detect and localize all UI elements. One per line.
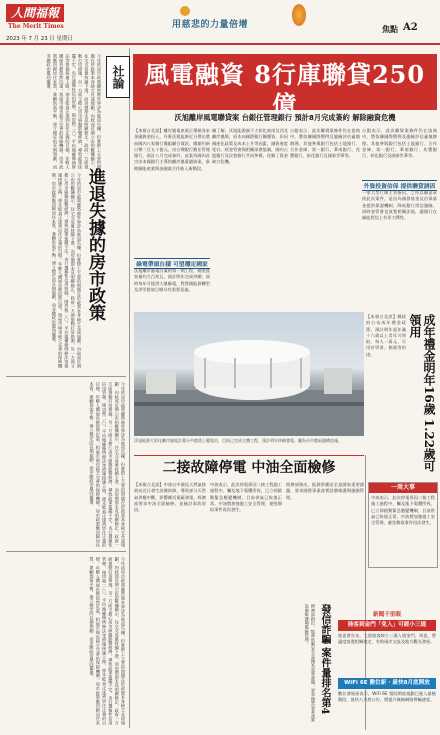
weekly-box-title: 一周大事 [369,483,437,493]
masthead-rule [0,43,440,45]
slogan: 用慈悲的力量倍增 [172,20,249,30]
slogan-badge-icon [180,6,190,16]
lead-subtitle-2: 外資投資信保 提供聯貸誘因 [362,180,437,191]
story2-headline: 二接故障停電 中油全面檢修 [162,460,336,476]
editorial-tag: 社論 [106,56,130,98]
weekly-box [368,482,438,568]
quote-body: 【本報台北訊】韓政府公布成年禮金政策，預計明年起年滿十六歲以上青年可領取，每人一萬元，可用於學習、創業等用途。 [366,314,406,357]
date-line: 2023 年 7 月 23 日 星期日 [6,36,73,42]
news-box-header: 新聞千里眼 [373,612,401,618]
lead-body-col4-b: 一家大型行庫主管指出，之所以願意承接此次案件，是因為國發基金及信保基金提供保證機制，降低銀行授信風險。同時金管會也放寬相關法規，讓銀行在綠能授信上有更大彈性。 [362,190,437,221]
news-item-2-body: 數位發展部表示，WiFi 6E 頻段開放規劃已進入最後階段，最快八月底公告，將提升無線網路傳輸速度。 [338,691,436,703]
story2-body-col3: 經濟部指出，能源供應安全是國家重要課題，要求國營事業落實設備維護與風險管理。 [286,482,364,500]
editorial-hrule-2 [6,551,126,552]
lead-subtitle-1: 綠電帶頭台積 可望穩定國家 [134,258,210,269]
fraud-vertical-title: 發信詐騙 案件量排名第4 [319,604,330,715]
lead-body-col3: 台銀表示，此次聯貸案條件仍在協商中，將依據國際慣例及風險評估審慎辦理。其他參與銀行包括土地銀行、合作金庫、第一銀行、華南銀行、兆豐銀行、彰化銀行及國泰世華等。 [290,128,360,159]
lead-body-col1-b: 沃旭離岸風電計畫的第一期工程，總裝置容量約九百兆瓦，預計明年完成併網，屆時每年可提供大量綠電，對我國能源轉型及淨零排放目標具有重要意義。 [134,268,210,292]
lead-subhead: 沃旭離岸風電聯貸案 台銀任管理銀行 預計8月完成簽約 解除融資危機 [174,113,396,122]
news-box [338,610,438,732]
editorial-hrule [6,376,126,377]
story2-body-col2: 中油表示，此次停電係因二接工程施工過程中，觸及地下電纜所致，已立即啟動緊急應變機制，目前供氣已恢復正常。中油將加強施工安全管理，避免類似事件再次發生。 [210,482,282,513]
story2-body-col1: 【本報台北訊】中油台中液化天然氣接收站近日發生設備故障，導致部分天然氣供應中斷，影響鄰近電廠發電。經濟部要求中油全面檢修，並檢討事故原因。 [134,482,206,513]
editorial-title: 進退失據的房市政策 [85,168,105,321]
lead-body-col2: 據了解，沃旭能源旗下大彰化東南及西北離岸風場，原本向國際銀行團籌資，但因國產化政策及成本上升等因素，融資進度延宕。經金管會與相關部會協調，國內公股銀行及民營銀行共同參與，化解了資金缺口危機。 [212,128,288,165]
section-label: 焦點 [382,25,398,34]
quote-box [366,312,436,480]
fruit-illustration-icon [292,4,306,26]
news-item-1-body: 陸委會宣布，大陸旅客經小三通入境金門、馬祖，將適度放寬相關規定，有助兩岸交流及地方觀光發展。 [338,633,436,645]
editorial-body-lower: 今年的房市政策雖然被外界評為進退失據，但實際上主要的問題在於政策本身缺乏長遠規劃。內政部近期公布的數據顯示，住宅交易量持續下滑，而房價卻未見明顯修正。政府一方面推動打房措施，另一方面又擔心房市崩盤影響經濟，導致政策搖擺不定。央行選擇性信用管制、囤房稅二.〇、平均地權條例修法等措施接連上路，卻未能真正達到居住正義的目標。年輕人購屋負擔依然沉重，租屋市場也缺乏完善的保障機制。房市政策應回歸居住本質，兼顧供需平衡，建立穩定的長期規劃，而非隨政治風向擺盪。 [89,382,126,547]
lead-body-col4: 台銀表示，此次聯貸案條件仍在協商中，將依據國際慣例及風險評估審慎辦理。其他參與銀行包括土地銀行、合作金庫、第一銀行、華南銀行、兆豐銀行、彰化銀行及國泰世華等。 [362,128,437,159]
weekly-box-body: 中油表示，此次停電係因二接工程施工過程中，觸及地下電纜所致，已立即啟動緊急應變機制，目前供氣已恢復正常。中油將加強施工安全管理，避免類似事件再次發生。 [371,495,435,526]
logo: 人間福報 [6,4,64,22]
lead-body-col1: 【本報台北訊】離岸風電產業正積極尋求金融資金投入，丹麥沃旭能源近日傳出將向國內八家銀行籌組聯合貸款，總額約新台幣二百五十億元，由台灣銀行擔任管理銀行，預計八月完成簽約。此案為國內首宗由本國銀行主導的離岸風電融資案，象徵綠能產業與金融業合作進入新階段。 [134,128,210,171]
logo-en: The Merit Times [8,23,64,30]
fraud-body: 經濟部指出，能源供應安全是國家重要課題，要求國營事業落實設備維護與風險管理。 [304,604,316,722]
editorial-body-mid: 今年的房市政策雖然被外界評為進退失據，但實際上主要的問題在於政策本身缺乏長遠規劃。內政部近期公布的數據顯示，住宅交易量持續下滑，而房價卻未見明顯修正。政府一方面推動打房措施，另一方面又擔心房市崩盤影響經濟，導致政策搖擺不定。央行選擇性信用管制、囤房稅二.〇、平均地權條例修法等措施接連上路，卻未能真正達到居住正義的目標。年輕人購屋負擔依然沉重，租屋市場也缺乏完善的保障機制。房市政策應回歸居住本質，兼顧供需平衡，建立穩定的長期規劃，而非隨政治風向擺盪。 [51,173,82,368]
news-item-1-title: 陸客到金門「免入」可經小三通 [338,620,436,631]
lead-photo [134,312,364,436]
editorial-divider [129,48,130,728]
quote-headline: 成年禮金明年16歲 1.22歲可領用 [408,314,436,473]
editorial [4,48,130,728]
photo-caption: 沃旭能源大彰化離岸風電計畫台中港陸上變電站，目前已完成主體工程，預計明年併網發電。圖為台中港區儲槽設施。 [134,438,342,443]
editorial-body-top: 今年的房市政策雖然被外界評為進退失據，但實際上主要的問題在於政策本身缺乏長遠規劃。內政部近期公布的數據顯示，住宅交易量持續下滑，而房價卻未見明顯修正。政府一方面推動打房措施，另一方面又擔心房市崩盤影響經濟，導致政策搖擺不定。央行選擇性信用管制、囤房稅二.〇、平均地權條例修法等措施接連上路，卻未能真正達到居住正義的目標。年輕人購屋負擔依然沉重，租屋市場也缺乏完善的保障機制。房市政策應回歸居住本質，兼顧供需平衡，建立穩定的長期規劃，而非隨政治風向擺盪。 [46,54,102,169]
page-number: A2 [403,22,418,33]
story2-rule [134,455,364,456]
masthead [0,0,440,46]
editorial-body-bottom: 今年的房市政策雖然被外界評為進退失據，但實際上主要的問題在於政策本身缺乏長遠規劃。內政部近期公布的數據顯示，住宅交易量持續下滑，而房價卻未見明顯修正。政府一方面推動打房措施，另一方面又擔心房市崩盤影響經濟，導致政策搖擺不定。央行選擇性信用管制、囤房稅二.〇、平均地權條例修法等措施接連上路，卻未能真正達到居住正義的目標。年輕人購屋負擔依然沉重，租屋市場也缺乏完善的保障機制。房市政策應回歸居住本質，兼顧供需平衡，建立穩定的長期規劃，而非隨政治風向擺盪。 [89,557,126,725]
news-item-2-title: WiFi 6E 數位新 · 最快8月底開放 [338,678,436,689]
lead-headline-text: 風電融資 8行庫聯貸250億 [144,60,426,119]
lng-terminal-illustration [134,312,364,436]
